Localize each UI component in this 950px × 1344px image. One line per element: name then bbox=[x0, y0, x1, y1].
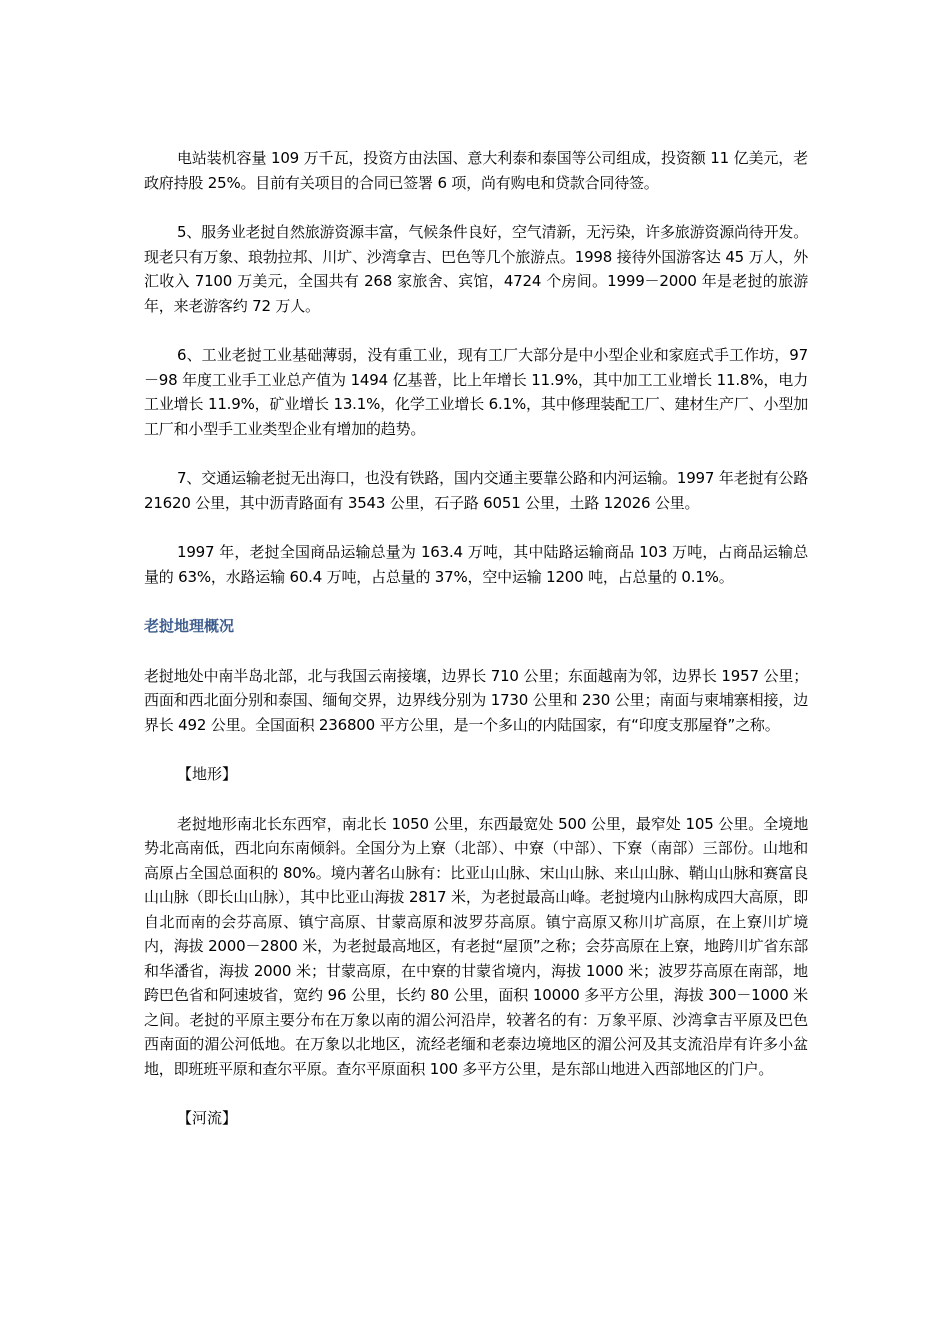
document-page bbox=[144, 146, 808, 1131]
subheading-rivers: 【河流】 bbox=[177, 1109, 238, 1127]
paragraph-terrain: 老挝地形南北长东西窄，南北长 1050 公里，东西最宽处 500 公里，最窄处 105 公里。全境地势北高南低，西北向东南倾斜。全国分为上寮（北部）、中寮（中部）、下寮（南部）三部份。山地和高原占全国总面积的 80%。境内著名山脉有：比亚山山脉、宋山山脉、来山山脉、鞘山山脉和赛富良山山脉（即长山山脉），其中比亚山海拔 2817 米，为老挝最高山峰。老挝境内山脉构成四大高原，即自北而南的会芬高原、镇宁高原、甘蒙高原和波罗芬高原。镇宁高原又称川圹高原，在上寮川圹境内，海拔 2000－2800 米，为老挝最高地区，有老挝“屋顶”之称；会芬高原在上寮，地跨川圹省东部和华潘省，海拔 2000 米；甘蒙高原，在中寮的甘蒙省境内，海拔 1000 米；波罗芬高原在南部，地跨巴色省和阿速坡省，宽约 96 公里，长约 80 公里，面积 10000 多平方公里，海拔 300－1000 米之间。老挝的平原主要分布在万象以南的湄公河沿岸，较著名的有：万象平原、沙湾拿吉平原及巴色西南面的湄公河低地。在万象以北地区，流经老缅和老泰边境地区的湄公河及其支流沿岸有许多小盆地，即班班平原和查尔平原。查尔平原面积 100 多平方公里，是东部山地进入西部地区的门户。 bbox=[144, 814, 808, 1078]
paragraph-industry: 6、工业老挝工业基础薄弱，没有重工业，现有工厂大部分是中小型企业和家庭式手工作坊，97－98 年度工业手工业总产值为 1494 亿基普，比上年增长 11.9%，其中加工工业增长 11.8%，电力工业增长 11.9%，矿业增长 13.1%，化学工业增长 6.1%，其中修理装配工厂、建材生产厂、小型加工厂和小型手工业类型企业有增加的趋势。 bbox=[144, 346, 808, 438]
subheading-terrain: 【地形】 bbox=[177, 765, 238, 783]
paragraph-transport: 7、交通运输老挝无出海口，也没有铁路，国内交通主要靠公路和内河运输。1997 年老挝有公路 21620 公里，其中沥青路面有 3543 公里，石子路 6051 公里，土路 12026 公里。 bbox=[144, 469, 808, 512]
section-title: 老挝地理概况 bbox=[144, 617, 235, 635]
paragraph-service-industry: 5、服务业老挝自然旅游资源丰富，气候条件良好，空气清新，无污染，许多旅游资源尚待开发。现老只有万象、琅勃拉邦、川圹、沙湾拿吉、巴色等几个旅游点。1998 接待外国游客达 45 万人，外汇收入 7100 万美元，全国共有 268 家旅舍、宾馆，4724 个房间。1999－2000 年是老挝的旅游年，来老游客约 72 万人。 bbox=[144, 223, 808, 315]
paragraph-geography-overview: 老挝地处中南半岛北部，北与我国云南接壤，边界长 710 公里；东面越南为邻，边界长 1957 公里；西面和西北面分别和泰国、缅甸交界，边界线分别为 1730 公里和 230 公里；南面与柬埔寨相接，边界长 492 公里。全国面积 236800 平方公里，是一个多山的内陆国家，有“印度支那屋脊”之称。 bbox=[144, 666, 808, 734]
paragraph-power-station: 电站装机容量 109 万千瓦，投资方由法国、意大利泰和泰国等公司组成，投资额 11 亿美元，老政府持股 25%。目前有关项目的合同已签署 6 项，尚有购电和贷款合同待签。 bbox=[144, 149, 808, 192]
paragraph-freight: 1997 年，老挝全国商品运输总量为 163.4 万吨，其中陆路运输商品 103 万吨，占商品运输总量的 63%，水路运输 60.4 万吨，占总量的 37%，空中运输 1200 吨，占总量的 0.1%。 bbox=[144, 543, 808, 586]
